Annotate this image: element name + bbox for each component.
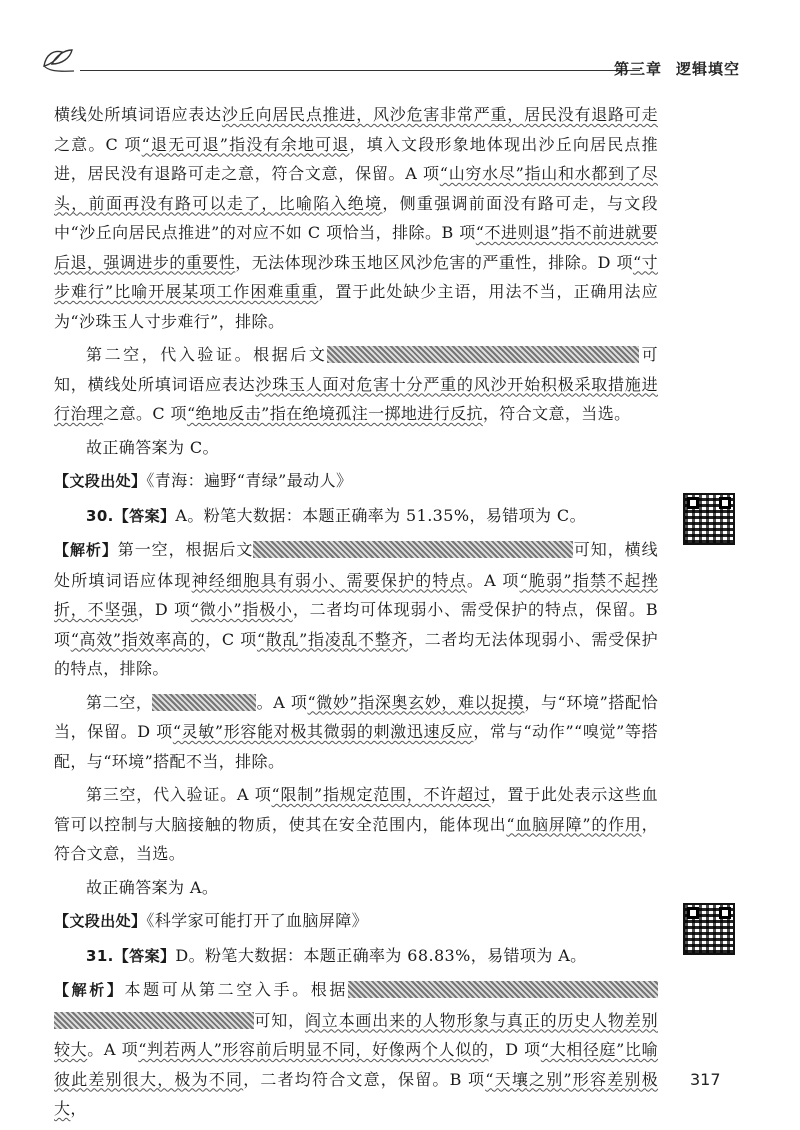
text-run: 。A 项: [87, 1040, 139, 1059]
page-number: 317: [690, 1070, 721, 1089]
text-run: 第一空，根据后文: [117, 540, 254, 559]
paragraph: [54, 340, 658, 429]
question-number: 30.: [86, 506, 114, 525]
paragraph: [54, 688, 658, 777]
underlined-text: “寸步难行”比喻开展某项工作困难重重: [54, 252, 659, 301]
question-number: 31.: [86, 946, 114, 965]
text-run: ，C 项: [205, 629, 257, 649]
underlined-text: 沙珠玉人面对危害十分严重的风沙开始积极采取措施进行治理: [54, 374, 658, 423]
underlined-text: “限制”指规定范围，不许超过: [271, 785, 491, 804]
analysis-label: 【解析】: [54, 981, 125, 999]
underlined-text: 神经细胞具有弱小、需要保护的特点: [191, 570, 467, 590]
underlined-text: “天壤之别”形容差别极大: [54, 1069, 659, 1118]
underlined-text: “血脑屏障”的作用: [506, 814, 642, 834]
answer-text: A。粉笔大数据：本题正确率为 51.35%，易错项为 C。: [175, 505, 586, 525]
paragraph: [54, 975, 658, 1124]
text-run: ，与“环境”搭配恰当，保留。D 项: [54, 692, 658, 741]
paragraph: [54, 780, 658, 869]
text-run: ，二者均符合文意，保留。B 项: [243, 1069, 486, 1089]
text-run: 可知，横线处所填词语应体现: [54, 540, 658, 590]
text-run: ，侧重强调前面没有路可走，与文段中“沙丘向居民点推进”的对应不如 C 项恰当，排除。B 项: [54, 193, 658, 242]
text-run: ，D 项: [488, 1040, 541, 1059]
text-run: ，置于此处缺少主语，用法不当，正确用法应为“沙珠玉人寸步难行”，排除。: [54, 282, 658, 331]
text-run: 。A 项: [256, 692, 308, 712]
text-run: ，二者均可体现弱小、需受保护的特点，保留。B 项: [54, 600, 658, 649]
source-title: 《科学家可能打开了血脑屏障》: [146, 911, 369, 930]
text-run: ，D 项: [138, 600, 191, 619]
qr-code-icon[interactable]: [683, 493, 735, 545]
text-run: ，: [70, 1099, 87, 1118]
analysis-label: 【解析】: [54, 541, 118, 559]
underlined-text: “微小”指极小: [190, 600, 293, 619]
text-run: 第三空，代入验证。A 项: [86, 785, 272, 804]
underlined-text: “山穷水尽”指山和水都到了尽头，前面再没有路可以走了，比喻陷入绝境: [54, 164, 658, 213]
answer-label: 【答案】: [113, 506, 176, 525]
leaf-icon: [40, 44, 74, 74]
redacted-text: [348, 981, 658, 998]
paragraph: [54, 501, 658, 532]
paragraph: [54, 535, 658, 684]
text-run: 横线处所填词语应表达: [54, 105, 222, 124]
qr-code-icon[interactable]: [683, 903, 735, 955]
underlined-text: “绝地反击”指在绝境孤注一掷地进行反抗: [186, 404, 483, 423]
text-run: 之意。C 项: [54, 134, 142, 154]
source-label: 【文段出处】: [54, 912, 147, 930]
text-run: 可知，: [254, 1010, 305, 1030]
text-run: ，无法体现沙珠玉地区风沙危害的严重性，排除。D 项: [235, 252, 633, 272]
answer-label: 【答案】: [113, 946, 176, 965]
text-run: 之意。C 项: [103, 404, 187, 423]
underlined-text: “脆弱”指禁不起挫折，不坚强: [54, 570, 658, 619]
text-run: ，符合文意，当选。: [482, 404, 631, 423]
answer-text: D。粉笔大数据：本题正确率为 68.83%，易错项为 A。: [175, 945, 587, 965]
underlined-text: “退无可退”指没有余地可退: [141, 134, 350, 154]
underlined-text: 沙丘向居民点推进，风沙危害非常严重，居民没有退路可走: [221, 105, 658, 124]
chapter-title: [614, 58, 740, 79]
paragraph: [54, 906, 658, 937]
paragraph: 故正确答案为 C。: [86, 437, 219, 457]
redacted-text: [327, 346, 639, 363]
underlined-text: “判若两人”形容前后明显不同，好像两个人似的: [138, 1040, 489, 1059]
underlined-text: “灵敏”形容能对极其微弱的刺激迅速反应: [172, 722, 474, 741]
answer-explanation-body: [54, 100, 658, 1128]
text-run: ，常与“动作”“嗅觉”等搭配，与“环境”搭配不当，排除。: [54, 722, 658, 771]
underlined-text: “高效”指效率高的: [70, 629, 206, 649]
header-rule: [80, 70, 640, 72]
chapter-number: 第三章: [613, 60, 662, 78]
source-label: 【文段出处】: [54, 472, 147, 490]
source-title: 《青海：遍野“青绿”最动人》: [146, 471, 353, 490]
text-run: 第二空，: [86, 692, 153, 712]
paragraph: [54, 466, 658, 497]
paragraph: [54, 941, 658, 972]
text-run: 。A 项: [466, 570, 520, 590]
underlined-text: 阎立本画出来的人物形象与真正的历史人物差别较大: [54, 1010, 658, 1059]
page-header: [40, 44, 740, 84]
text-run: 第二空，代入验证。根据后文: [86, 345, 328, 364]
text-run: ，二者均无法体现弱小、需受保护的特点，排除。: [54, 629, 658, 678]
text-run: ，符合文意，当选。: [54, 814, 658, 863]
underlined-text: “不进则退”指不前进就要后退，强调进步的重要性: [54, 223, 659, 272]
text-run: 可知，横线处所填词语应表达: [54, 345, 658, 394]
underlined-text: “散乱”指凌乱不整齐: [256, 629, 409, 649]
underlined-text: “微妙”指深奥玄妙，难以捉摸: [307, 692, 525, 712]
underlined-text: “大相径庭”比喻彼此差别很大，极为不同: [54, 1040, 658, 1089]
section-title: 逻辑填空: [675, 60, 740, 78]
redacted-text: [54, 1012, 254, 1029]
redacted-text: [152, 694, 256, 711]
text-run: ，置于此处表示这些血管可以控制与大脑接触的物质，使其在安全范围内，能体现出: [54, 785, 658, 834]
paragraph: [54, 100, 658, 336]
paragraph: 故正确答案为 A。: [86, 877, 219, 897]
text-run: ，填入文段形象地体现出沙丘向居民点推进，居民没有退路可走之意，符合文意，保留。A 项: [54, 134, 659, 183]
redacted-text: [253, 541, 573, 558]
text-run: 本题可从第二空入手。根据: [124, 980, 348, 999]
